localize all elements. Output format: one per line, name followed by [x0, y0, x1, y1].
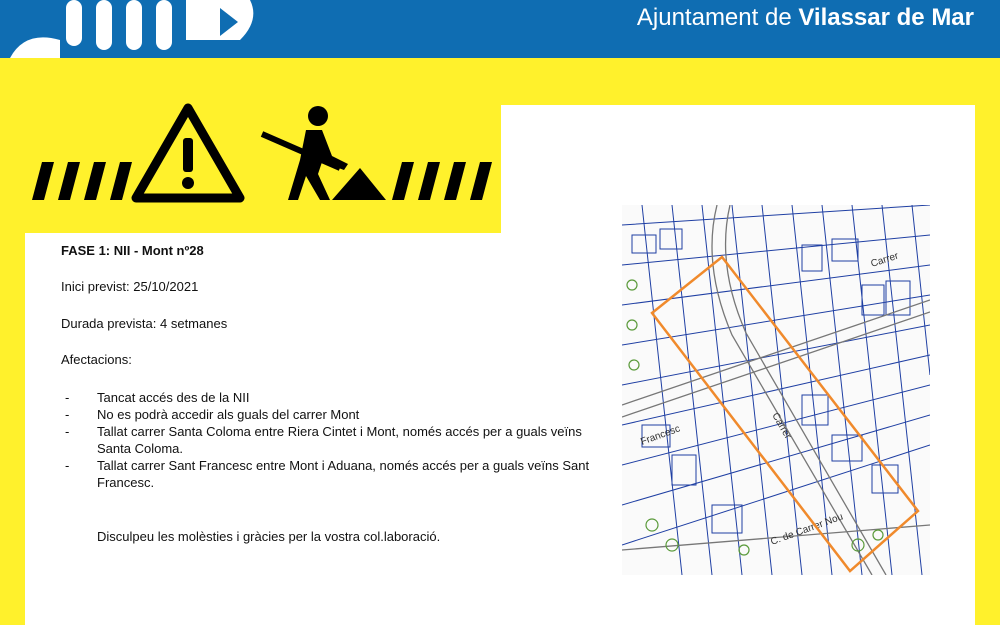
list-item	[61, 457, 597, 491]
phase-title: FASE 1: NII - Mont nº28	[61, 243, 204, 258]
duration: Durada prevista: 4 setmanes	[61, 316, 228, 331]
roadworks-banner	[22, 100, 492, 210]
list-item	[61, 389, 601, 406]
list-item	[61, 423, 587, 457]
start-date: Inici previst: 25/10/2021	[61, 279, 199, 294]
list-dash: -	[65, 458, 70, 473]
header-title-town: Vilassar de Mar	[798, 4, 974, 31]
header-bar	[0, 0, 1000, 58]
roadworks-worker-icon	[262, 106, 386, 200]
map-label-c-de: C. de Carrer Nou	[769, 511, 845, 548]
list-item-text: Tallat carrer Sant Francesc entre Mont i Aduana, només accés per a guals veïns Sant Francesc.	[97, 458, 590, 490]
map-label-francesc: Francesc	[639, 423, 682, 448]
list-item-text: No es podrà accedir als guals del carrer Mont	[97, 407, 360, 422]
thanks-text: Disculpeu les molèsties i gràcies per la vostra col.laboració.	[97, 529, 441, 544]
affections-label: Afectacions:	[61, 352, 132, 367]
street-map	[622, 205, 930, 575]
list-item	[61, 406, 601, 423]
header-title	[637, 4, 974, 32]
warning-triangle-icon	[136, 108, 240, 198]
header-title-prefix: Ajuntament de	[636, 4, 799, 31]
list-item-text: Tallat carrer Santa Coloma entre Riera Cintet i Mont, només accés per a guals veïns Santa Coloma.	[97, 424, 582, 456]
list-dash: -	[65, 390, 70, 405]
hazard-stripes-icon	[32, 162, 492, 200]
list-dash: -	[65, 424, 70, 439]
list-item-text: Tancat accés des de la NII	[97, 390, 250, 405]
list-dash: -	[65, 407, 70, 422]
affections-list	[61, 389, 601, 491]
map-label-carrer-top: Carrer	[869, 250, 900, 270]
municipal-logo-icon	[0, 0, 260, 58]
map-label-carrer-mid: Carrer	[769, 411, 794, 442]
